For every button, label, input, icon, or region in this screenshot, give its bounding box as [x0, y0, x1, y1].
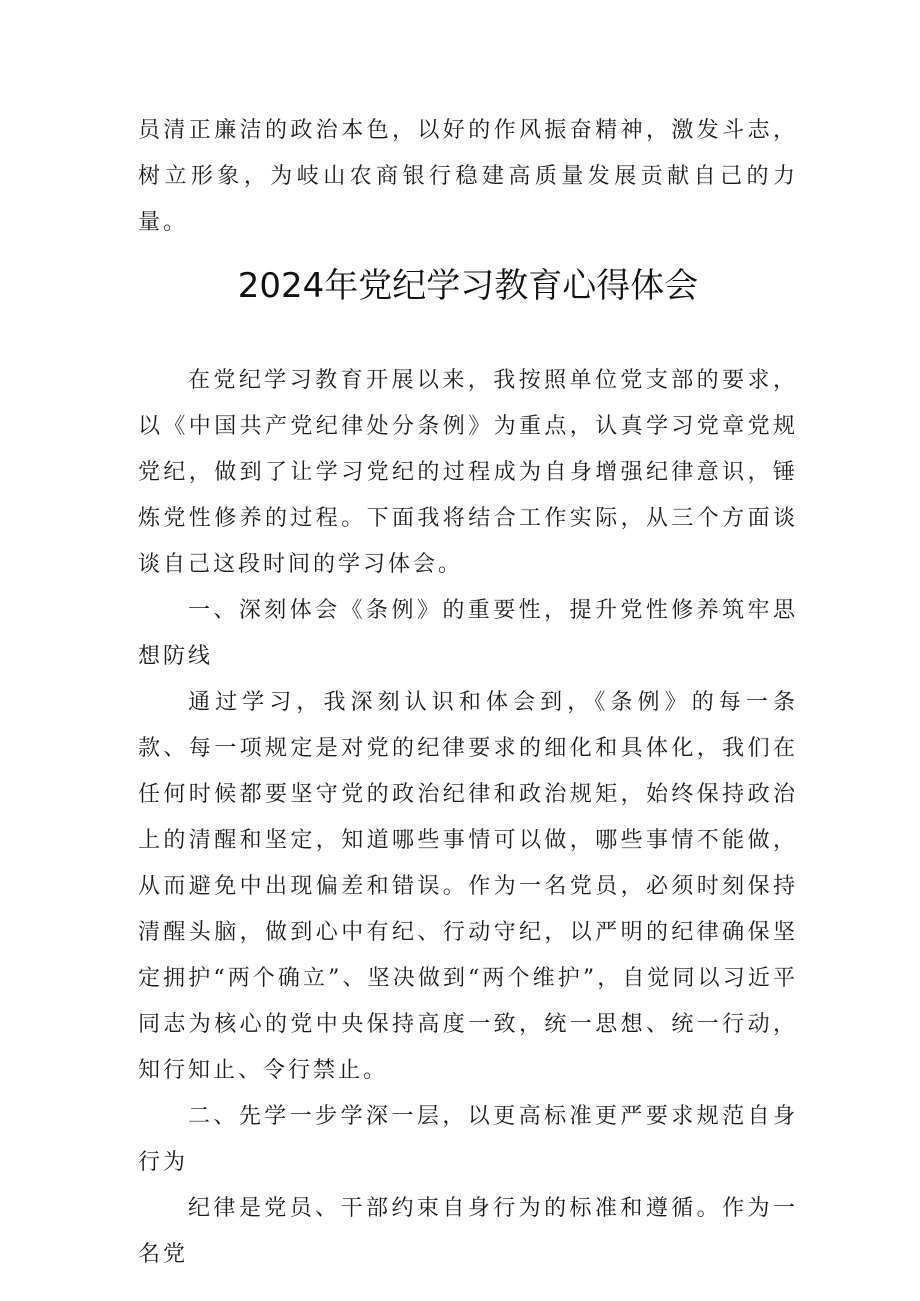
section-heading-1: 一、深刻体会《条例》的重要性，提升党性修养筑牢思想防线 [138, 598, 798, 669]
document-title: 2024年党纪学习教育心得体会 [237, 266, 699, 306]
section-1-paragraph: 通过学习，我深刻认识和体会到，《条例》的每一条款、每一项规定是对党的纪律要求的细化和具体化，我们在任何时候都要坚守党的政治纪律和政治规矩，始终保持政治上的清醒和坚定，知道哪些事情可以做，哪些事情不能做，从而避免中出现偏差和错误。作为一名党员，必须时刻保持清醒头脑，做到心中有纪、行动守纪，以严明的纪律确保坚定拥护“两个确立”、坚决做到“两个维护”，自觉同以习近平同志为核心的党中央保持高度一致，统一思想、统一行动，知行知止、令行禁止。 [138, 690, 798, 1083]
section-heading-2: 二、先学一步学深一层，以更高标准更严要求规范自身行为 [138, 1104, 798, 1175]
intro-paragraph: 在党纪学习教育开展以来，我按照单位党支部的要求，以《中国共产党纪律处分条例》为重点，认真学习党章党规党纪，做到了让学习党纪的过程成为自身增强纪律意识，锤炼党性修养的过程。下面我将结合工作实际，从三个方面谈谈自己这段时间的学习体会。 [138, 368, 798, 577]
section-2-paragraph: 纪律是党员、干部约束自身行为的标准和遵循。作为一名党 [138, 1196, 798, 1267]
document-body [138, 358, 798, 1278]
continuation-paragraph: 员清正廉洁的政治本色，以好的作风振奋精神，激发斗志，树立形象，为岐山农商银行稳建高质量发展贡献自己的力量。 [138, 118, 798, 235]
previous-article-ending [138, 108, 798, 246]
